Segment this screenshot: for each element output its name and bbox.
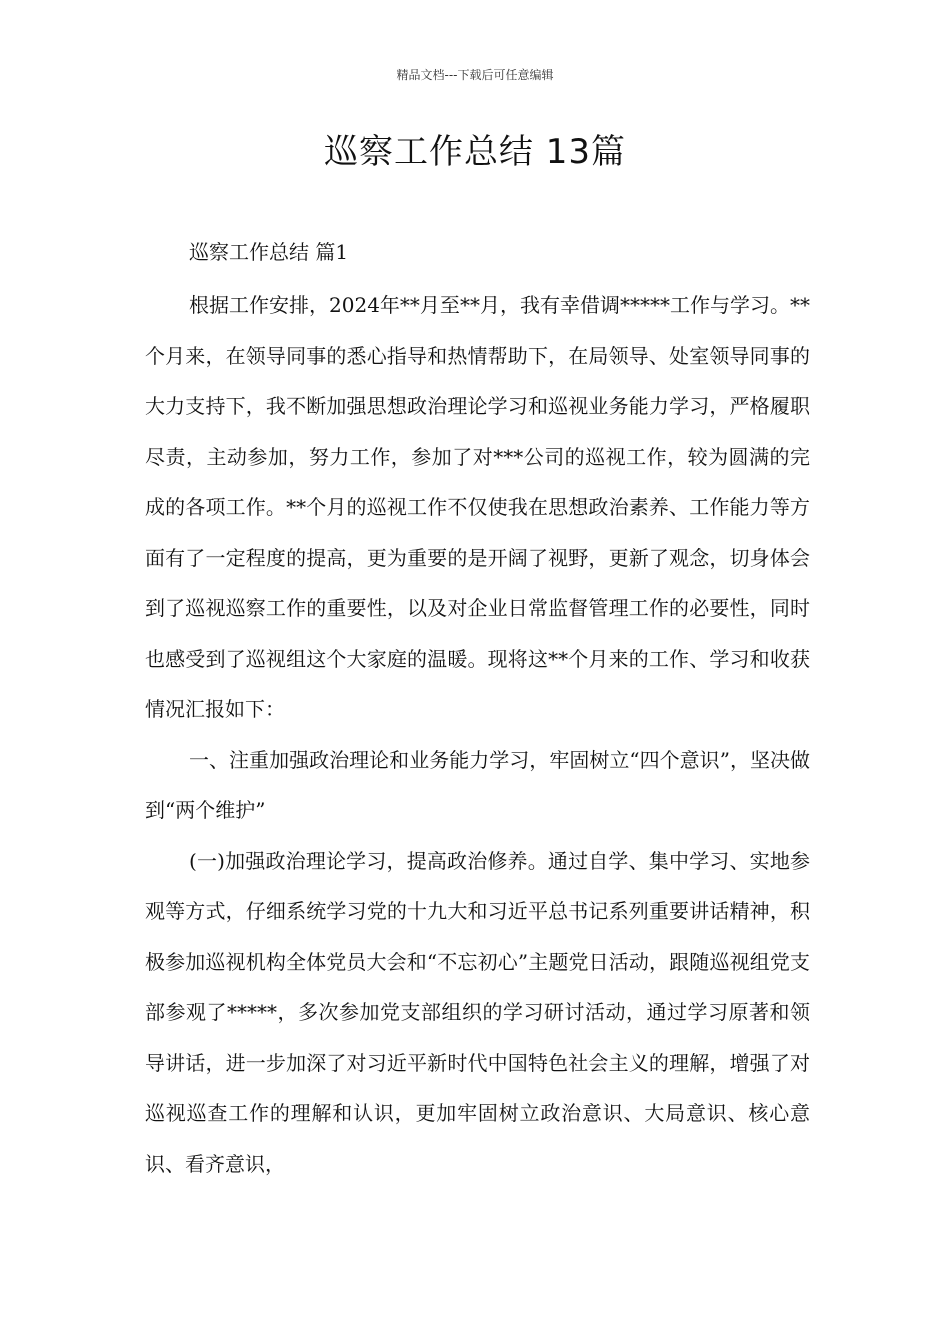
document-body	[145, 230, 810, 1189]
paragraph-subsection-one: (一)加强政治理论学习，提高政治修养。通过自学、集中学习、实地参观等方式，仔细系统学习党的十九大和习近平总书记系列重要讲话精神，积极参加巡视机构全体党员大会和“不忘初心”主题党日活动，跟随巡视组党支部参观了*****，多次参加党支部组织的学习研讨活动，通过学习原著和领导讲话，进一步加深了对习近平新时代中国特色社会主义的理解，增强了对巡视巡查工作的理解和认识，更加牢固树立政治意识、大局意识、核心意识、看齐意识，	[145, 848, 810, 1176]
paragraph-section-one-heading: 一、注重加强政治理论和业务能力学习，牢固树立“四个意识”，坚决做到“两个维护”	[145, 747, 810, 822]
header-note: 精品文档---下载后可任意编辑	[396, 68, 554, 82]
section-heading: 巡察工作总结 篇1	[189, 240, 349, 264]
document-title: 巡察工作总结 13篇	[323, 132, 627, 172]
paragraph-intro: 根据工作安排，2024年**月至**月，我有幸借调*****工作与学习。**个月来，在领导同事的悉心指导和热情帮助下，在局领导、处室领导同事的大力支持下，我不断加强思想政治理论学习和巡视业务能力学习，严格履职尽责，主动参加，努力工作，参加了对***公司的巡视工作，较为圆满的完成的各项工作。**个月的巡视工作不仅使我在思想政治素养、工作能力等方面有了一定程度的提高，更为重要的是开阔了视野，更新了观念，切身体会到了巡视巡察工作的重要性，以及对企业日常监督管理工作的必要性，同时也感受到了巡视组这个大家庭的温暖。现将这**个月来的工作、学习和收获情况汇报如下：	[145, 293, 810, 721]
